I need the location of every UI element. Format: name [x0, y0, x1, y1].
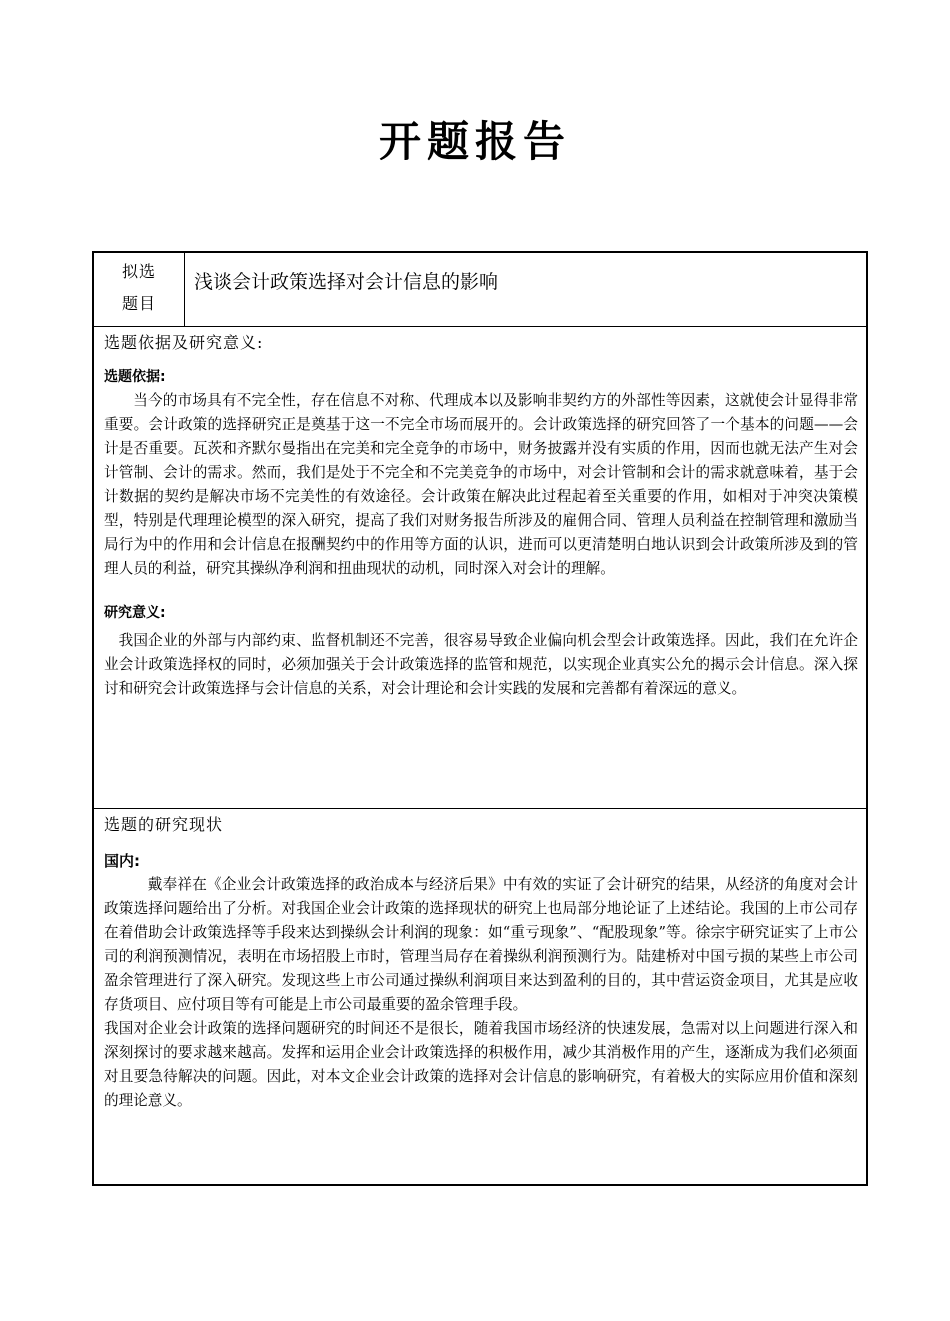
domestic-label: 国内: — [104, 852, 140, 870]
summary-paragraph: 我国对企业会计政策的选择问题研究的时间还不是很长，随着我国市场经济的快速发展，急需对以上问题进行深入和深刻探讨的要求越来越高。发挥和运用企业会计政策选择的积极作用，减少其消极作用的产生，逐渐成为我们必须面对且要急待解决的问题。因此，对本文企业会计政策的选择对会计信息的影响研究，有着极大的实际应用价值和深刻的理论意义。 — [104, 1020, 858, 1109]
topic-value: 浅谈会计政策选择对会计信息的影响 — [194, 271, 499, 293]
topic-label-line1: 拟选 — [121, 262, 156, 281]
basis-section — [94, 327, 866, 809]
report-table — [92, 251, 868, 1186]
topic-label-cell — [94, 253, 185, 326]
status-section-heading: 选题的研究现状 — [104, 815, 224, 834]
basis-paragraph: 当今的市场具有不完全性，存在信息不对称、代理成本以及影响非契约方的外部性等因素，这就使会计显得非常重要。会计政策的选择研究正是奠基于这一不完全市场而展开的。会计政策选择的研究回答了一个基本的问题——会计是否重要。瓦茨和齐默尔曼指出在完美和完全竞争的市场中，财务披露并没有实质的作用，因而也就无法产生对会计管制、会计的需求。然而，我们是处于不完全和不完美竞争的市场中，对会计管制和会计的需求就意味着，基于会计数据的契约是解决市场不完美性的有效途径。会计政策在解决此过程起着至关重要的作用，如相对于冲突决策模型，特别是代理理论模型的深入研究，提高了我们对财务报告所涉及的雇佣合同、管理人员利益在控制管理和激励当局行为中的作用和会计信息在报酬契约中的作用等方面的认识，进而可以更清楚明白地认识到会计政策所涉及到的管理人员的利益，研究其操纵净利润和扭曲现状的动机，同时深入对会计的理解。 — [104, 392, 858, 577]
basis-label: 选题依据: — [104, 369, 166, 385]
topic-row — [94, 253, 866, 327]
basis-section-heading: 选题依据及研究意义: — [104, 333, 264, 352]
status-section — [94, 809, 866, 1184]
domestic-paragraph: 戴奉祥在《企业会计政策选择的政治成本与经济后果》中有效的实证了会计研究的结果，从经济的角度对会计政策选择问题给出了分析。对我国企业会计政策的选择现状的研究上也局部分地论证了上述结论。我国的上市公司存在着借助会计政策选择等手段来达到操纵会计利润的现象：如“重亏现象”、“配股现象”等。徐宗宇研究证实了上市公司的利润预测情况，表明在市场招股上市时，管理当局存在着操纵利润预测行为。陆建桥对中国亏损的某些上市公司盈余管理进行了深入研究。发现这些上市公司通过操纵利润项目来达到盈利的目的，其中营运资金项目，尤其是应收存货项目、应付项目等有可能是上市公司最重要的盈余管理手段。 — [104, 876, 858, 1013]
significance-label: 研究意义: — [104, 605, 166, 621]
significance-paragraph: 我国企业的外部与内部约束、监督机制还不完善，很容易导致企业偏向机会型会计政策选择。因此，我们在允许企业会计政策选择权的同时，必须加强关于会计政策选择的监管和规范，以实现企业真实公允的揭示会计信息。深入探讨和研究会计政策选择与会计信息的关系，对会计理论和会计实践的发展和完善都有着深远的意义。 — [104, 632, 858, 697]
topic-label-line2: 题目 — [121, 294, 156, 313]
document-title: 开题报告 — [378, 117, 571, 166]
